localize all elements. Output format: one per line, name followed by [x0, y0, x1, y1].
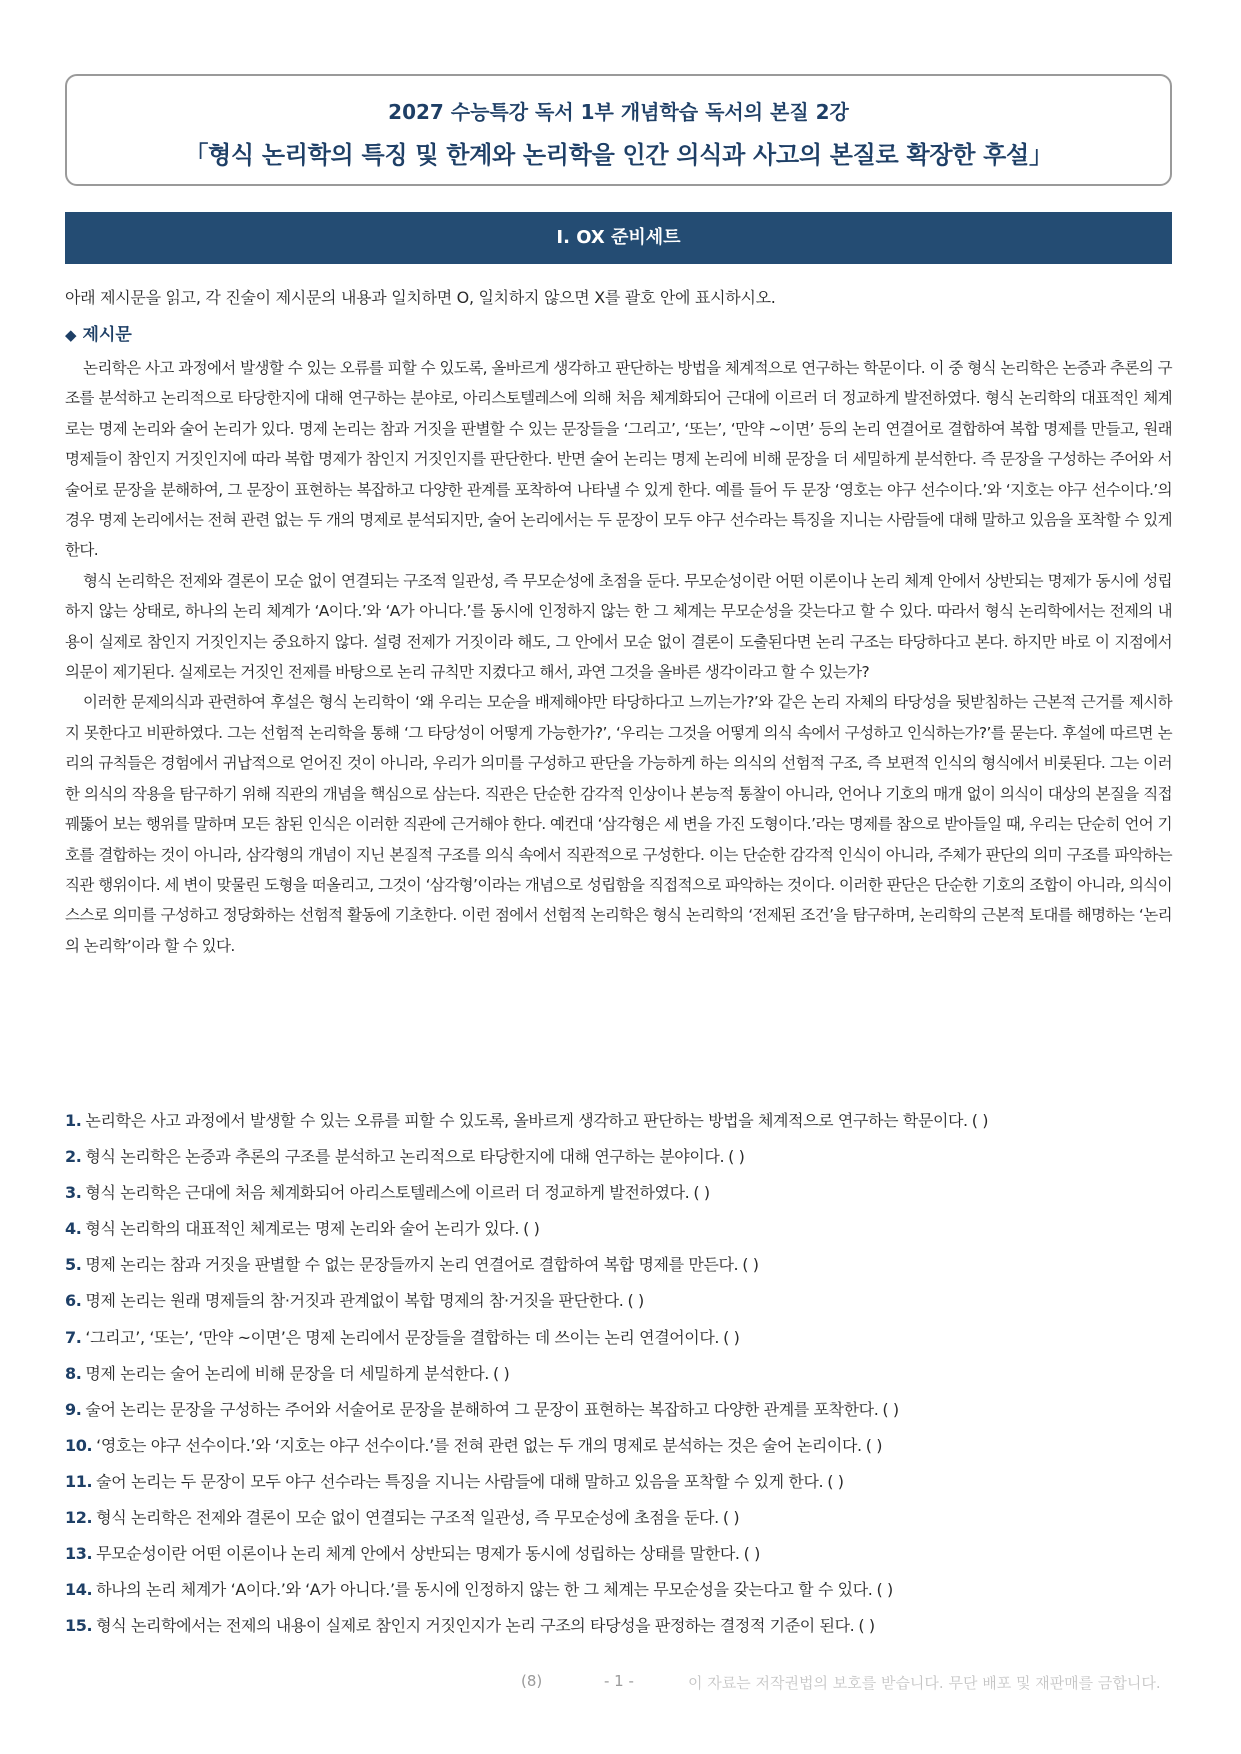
question-number: 15. — [65, 1616, 93, 1636]
question-text: 형식 논리학은 전제와 결론이 모순 없이 연결되는 구조적 일관성, 즉 무모순성에 초점을 둔다. — [96, 1508, 719, 1528]
answer-blank[interactable]: ( ) — [858, 1616, 875, 1636]
answer-blank[interactable]: ( ) — [865, 1435, 883, 1455]
question-number: 6. — [65, 1291, 82, 1311]
question-item — [65, 1428, 1175, 1464]
question-text: 논리학은 사고 과정에서 발생할 수 있는 오류를 피할 수 있도록, 올바르게 생각하고 판단하는 방법을 체계적으로 연구하는 학문이다. — [85, 1111, 968, 1130]
answer-blank[interactable]: ( ) — [876, 1580, 893, 1600]
question-list — [65, 1103, 1175, 1644]
question-text: 형식 논리학은 근대에 처음 체계화되어 아리스토텔레스에 이르러 더 정교하게 발전하였다. — [85, 1183, 690, 1203]
question-item — [65, 1247, 1175, 1283]
question-item — [65, 1464, 1175, 1500]
course-title: 2027 수능특강 독서 1부 개념학습 독서의 본질 2강 — [388, 100, 849, 124]
question-text: 술어 논리는 두 문장이 모두 야구 선수라는 특징을 지니는 사람들에 대해 말하고 있음을 포착할 수 있게 한다. — [96, 1471, 824, 1491]
question-number: 14. — [65, 1580, 93, 1600]
footer-copyright: 이 자료는 저작권법의 보호를 받습니다. 무단 배포 및 재판매를 금합니다. — [688, 1674, 1161, 1692]
answer-blank[interactable]: ( ) — [742, 1255, 759, 1275]
question-number: 11. — [65, 1471, 93, 1491]
title-box — [65, 74, 1172, 186]
question-text: 명제 논리는 참과 거짓을 판별할 수 없는 문장들까지 논리 연결어로 결합하여 복합 명제를 만든다. — [85, 1255, 739, 1275]
answer-blank[interactable]: ( ) — [971, 1111, 989, 1130]
answer-blank[interactable]: ( ) — [523, 1219, 540, 1239]
question-text: ‘그리고’, ‘또는’, ‘만약 ~이면’은 명제 논리에서 문장들을 결합하는 데 쓰이는 논리 연결어이다. — [85, 1327, 720, 1347]
question-item — [65, 1392, 1175, 1428]
answer-blank[interactable]: ( ) — [728, 1147, 745, 1167]
question-number: 1. — [65, 1111, 82, 1130]
answer-blank[interactable]: ( ) — [627, 1291, 644, 1311]
question-text: 술어 논리는 문장을 구성하는 주어와 서술어로 문장을 분해하여 그 문장이 표현하는 복잡하고 다양한 관계를 포착한다. — [85, 1399, 879, 1419]
section-header — [65, 212, 1172, 264]
passage-label-text: 제시문 — [82, 325, 132, 345]
question-item — [65, 1500, 1175, 1536]
answer-blank[interactable]: ( ) — [743, 1544, 760, 1564]
question-text: 명제 논리는 원래 명제들의 참·거짓과 관계없이 복합 명제의 참·거짓을 판단한다. — [85, 1291, 624, 1311]
footer-page-number: - 1 - — [604, 1672, 634, 1690]
footer-page-label: (8) — [521, 1672, 543, 1690]
question-number: 13. — [65, 1544, 93, 1564]
question-item — [65, 1356, 1175, 1392]
question-text: 명제 논리는 술어 논리에 비해 문장을 더 세밀하게 분석한다. — [85, 1363, 489, 1383]
passage-paragraph: 이러한 문제의식과 관련하여 후설은 형식 논리학이 ‘왜 우리는 모순을 배제해야만 타당하다고 느끼는가?’와 같은 논리 자체의 타당성을 뒷받침하는 근본적 근거를 제시하지 못한다고 비판하였다. 그는 선험적 논리학을 통해 ‘그 타당성이 어떻게 가능한가?’, ‘우리는 그것을 어떻게 의식 속에서 구성하고 인식하는가?’를 묻는다. 후설에 따르면 논리의 규칙들은 경험에서 귀납적으로 얻어진 것이 아니라, 우리가 의미를 구성하고 판단을 가능하게 하는 의식의 선험적 구조, 즉 보편적 인식의 형식에서 비롯된다. 그는 이러한 의식의 작용을 탐구하기 위해 직관의 개념을 핵심으로 삼는다. 직관은 단순한 감각적 인상이나 본능적 통찰이 아니라, 언어나 기호의 매개 없이 의식이 대상의 본질을 직접 꿰뚫어 보는 행위를 말하며 모든 참된 인식은 이러한 직관에 근거해야 한다. 예컨대 ‘삼각형은 세 변을 가진 도형이다.’라는 명제를 참으로 받아들일 때, 우리는 단순히 언어 기호를 결합하는 것이 아니라, 삼각형의 개념이 지닌 본질적 구조를 의식 속에서 직관적으로 구성한다. 이는 단순한 감각적 인식이 아니라, 주체가 판단의 의미 구조를 파악하는 직관 행위이다. 세 변이 맞물린 도형을 떠올리고, 그것이 ‘삼각형’이라는 개념으로 성립함을 직접적으로 파악하는 것이다. 이러한 판단은 단순한 기호의 조합이 아니라, 의식이 스스로 의미를 구성하고 정당화하는 선험적 활동에 기초한다. 이런 점에서 선험적 논리학은 형식 논리학의 ‘전제된 조건’을 탐구하며, 논리학의 근본적 토대를 해명하는 ‘논리의 논리학’이라 할 수 있다. — [65, 693, 1172, 955]
question-text: 하나의 논리 체계가 ‘A이다.’와 ‘A가 아니다.’를 동시에 인정하지 않는 한 그 체계는 무모순성을 갖는다고 할 수 있다. — [96, 1580, 873, 1600]
answer-blank[interactable]: ( ) — [722, 1508, 740, 1528]
question-text: 형식 논리학은 논증과 추론의 구조를 분석하고 논리적으로 타당한지에 대해 연구하는 분야이다. — [85, 1147, 725, 1167]
answer-blank[interactable]: ( ) — [882, 1399, 899, 1419]
instruction-text: 아래 제시문을 읽고, 각 진술이 제시문의 내용과 일치하면 O, 일치하지 않으면 X를 괄호 안에 표시하시오. — [65, 288, 776, 307]
question-item — [65, 1283, 1175, 1319]
passage-paragraph: 논리학은 사고 과정에서 발생할 수 있는 오류를 피할 수 있도록, 올바르게 생각하고 판단하는 방법을 체계적으로 연구하는 학문이다. 이 중 형식 논리학은 논증과 추론의 구조를 분석하고 논리적으로 타당한지에 대해 연구하는 분야로, 아리스토텔레스에 의해 처음 체계화되어 근대에 이르러 더 정교하게 발전하였다. 형식 논리학의 대표적인 체계로는 명제 논리와 술어 논리가 있다. 명제 논리는 참과 거짓을 판별할 수 있는 문장들을 ‘그리고’, ‘또는’, ‘만약 ~이면’ 등의 논리 연결어로 결합하여 복합 명제를 만들고, 원래 명제들이 참인지 거짓인지에 따라 복합 명제가 참인지 거짓인지를 판단한다. 반면 술어 논리는 명제 논리에 비해 문장을 더 세밀하게 분석한다. 즉 문장을 구성하는 주어와 서술어로 문장을 분해하여, 그 문장이 표현하는 복잡하고 다양한 관계를 포착하여 나타낼 수 있게 한다. 예를 들어 두 문장 ‘영호는 야구 선수이다.’와 ‘지호는 야구 선수이다.’의 경우 명제 논리에서는 전혀 관련 없는 두 개의 명제로 분석되지만, 술어 논리에서는 두 문장이 모두 야구 선수라는 특징을 지니는 사람들에 대해 말하고 있음을 포착할 수 있게 한다. — [65, 359, 1172, 560]
answer-blank[interactable]: ( ) — [723, 1327, 740, 1347]
question-item — [65, 1139, 1175, 1175]
question-number: 2. — [65, 1147, 82, 1167]
question-item — [65, 1211, 1175, 1247]
question-item — [65, 1572, 1175, 1608]
question-item — [65, 1536, 1175, 1572]
question-text: 형식 논리학에서는 전제의 내용이 실제로 참인지 거짓인지가 논리 구조의 타당성을 판정하는 결정적 기준이 된다. — [96, 1616, 855, 1636]
answer-blank[interactable]: ( ) — [827, 1471, 844, 1491]
question-number: 9. — [65, 1399, 82, 1419]
question-number: 7. — [65, 1327, 82, 1347]
question-number: 8. — [65, 1363, 82, 1383]
question-text: ‘영호는 야구 선수이다.’와 ‘지호는 야구 선수이다.’를 전혀 관련 없는 두 개의 명제로 분석하는 것은 술어 논리이다. — [96, 1435, 862, 1455]
question-number: 4. — [65, 1219, 82, 1239]
question-text: 형식 논리학의 대표적인 체계로는 명제 논리와 술어 논리가 있다. — [85, 1219, 520, 1239]
passage — [65, 353, 1172, 961]
question-item — [65, 1608, 1175, 1644]
lesson-title: 「형식 논리학의 특징 및 한계와 논리학을 인간 의식과 사고의 본질로 확장한 후설」 — [184, 141, 1053, 169]
question-item — [65, 1320, 1175, 1356]
passage-label — [65, 320, 132, 345]
question-item — [65, 1175, 1175, 1211]
answer-blank[interactable]: ( ) — [492, 1363, 510, 1383]
question-number: 12. — [65, 1508, 93, 1528]
question-item — [65, 1103, 1175, 1139]
passage-paragraph: 형식 논리학은 전제와 결론이 모순 없이 연결되는 구조적 일관성, 즉 무모순성에 초점을 둔다. 무모순성이란 어떤 이론이나 논리 체계 안에서 상반되는 명제가 동시에 성립하지 않는 상태로, 하나의 논리 체계가 ‘A이다.’와 ‘A가 아니다.’를 동시에 인정하지 않는 한 그 체계는 무모순성을 갖는다고 할 수 있다. 따라서 형식 논리학에서는 전제의 내용이 실제로 참인지 거짓인지는 중요하지 않다. 설령 전제가 거짓이라 해도, 그 안에서 모순 없이 결론이 도출된다면 논리 구조는 타당하다고 본다. 하지만 바로 이 지점에서 의문이 제기된다. 실제로는 거짓인 전제를 바탕으로 논리 규칙만 지켰다고 해서, 과연 그것을 올바른 생각이라고 할 수 있는가? — [65, 571, 1172, 682]
question-number: 5. — [65, 1255, 82, 1275]
answer-blank[interactable]: ( ) — [693, 1183, 710, 1203]
diamond-icon: ◆ — [65, 326, 77, 344]
section-title: Ⅰ. OX 준비세트 — [556, 227, 681, 248]
question-number: 3. — [65, 1183, 82, 1203]
question-text: 무모순성이란 어떤 이론이나 논리 체계 안에서 상반되는 명제가 동시에 성립하는 상태를 말한다. — [96, 1544, 740, 1564]
question-number: 10. — [65, 1435, 93, 1455]
